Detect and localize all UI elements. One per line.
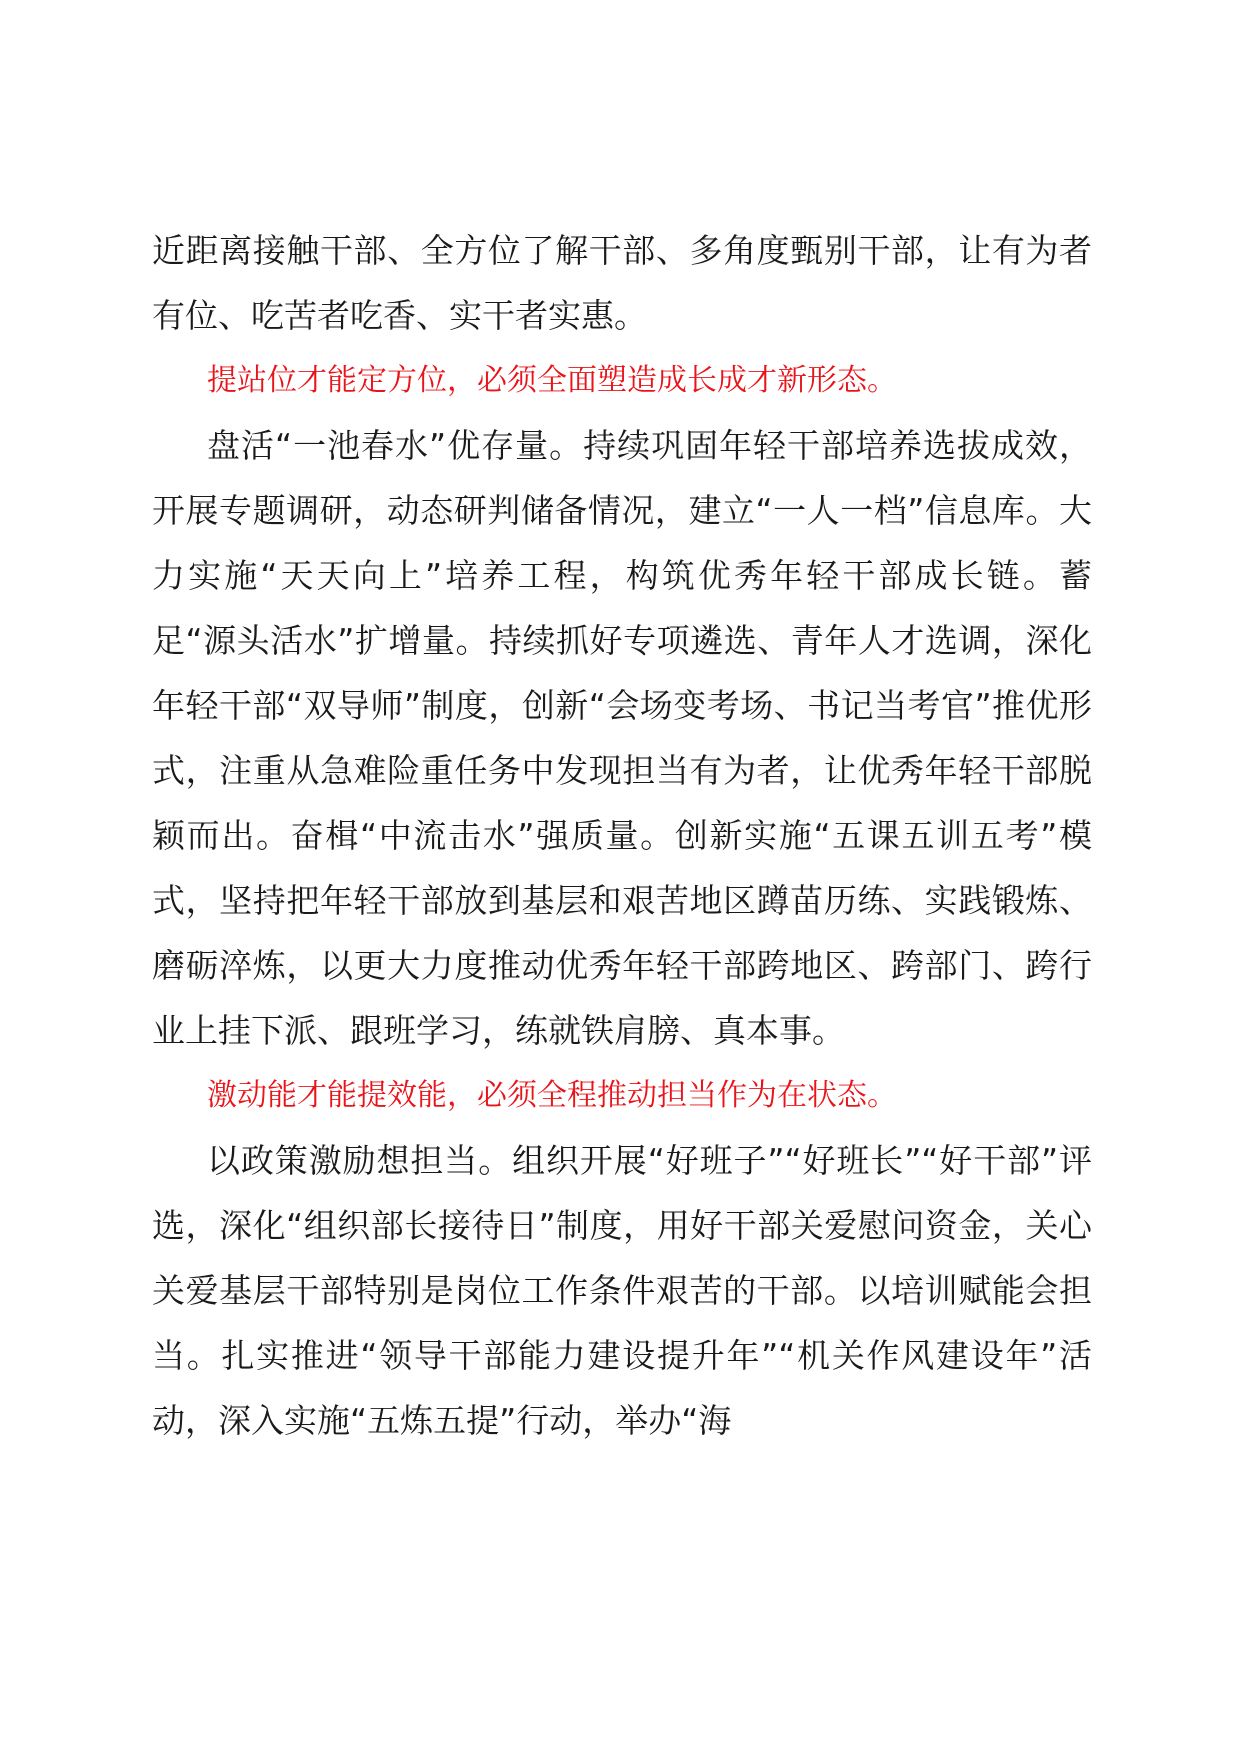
paragraph-2: 盘活“一池春水”优存量。持续巩固年轻干部培养选拔成效，开展专题调研，动态研判储备情况，建立“一人一档”信息库。大力实施“天天向上”培养工程，构筑优秀年轻干部成长链。蓄足“源头活水”扩增量。持续抓好专项遴选、青年人才选调，深化年轻干部“双导师”制度，创新“会场变考场、书记当考官”推优形式，注重从急难险重任务中发现担当有为者，让优秀年轻干部脱颖而出。奋楫“中流击水”强质量。创新实施“五课五训五考”模式，坚持把年轻干部放到基层和艰苦地区蹲苗历练、实践锻炼、磨砺淬炼，以更大力度推动优秀年轻干部跨地区、跨部门、跨行业上挂下派、跟班学习，练就铁肩膀、真本事。 <box>152 426 1092 1050</box>
section-heading-1: 提站位才能定方位，必须全面塑造成长成才新形态。 <box>207 363 897 398</box>
paragraph-continuation: 近距离接触干部、全方位了解干部、多角度甄别干部，让有为者有位、吃苦者吃香、实干者实惠。 <box>152 231 1092 335</box>
paragraph-3: 以政策激励想担当。组织开展“好班子”“好班长”“好干部”评选，深化“组织部长接待日”制度，用好干部关爱慰问资金，关心关爱基层干部特别是岗位工作条件艰苦的干部。以培训赋能会担当。扎实推进“领导干部能力建设提升年”“机关作风建设年”活动，深入实施“五炼五提”行动，举办“海 <box>152 1141 1092 1440</box>
document-body <box>152 218 1092 1453</box>
section-heading-2: 激动能才能提效能，必须全程推动担当作为在状态。 <box>207 1078 897 1113</box>
